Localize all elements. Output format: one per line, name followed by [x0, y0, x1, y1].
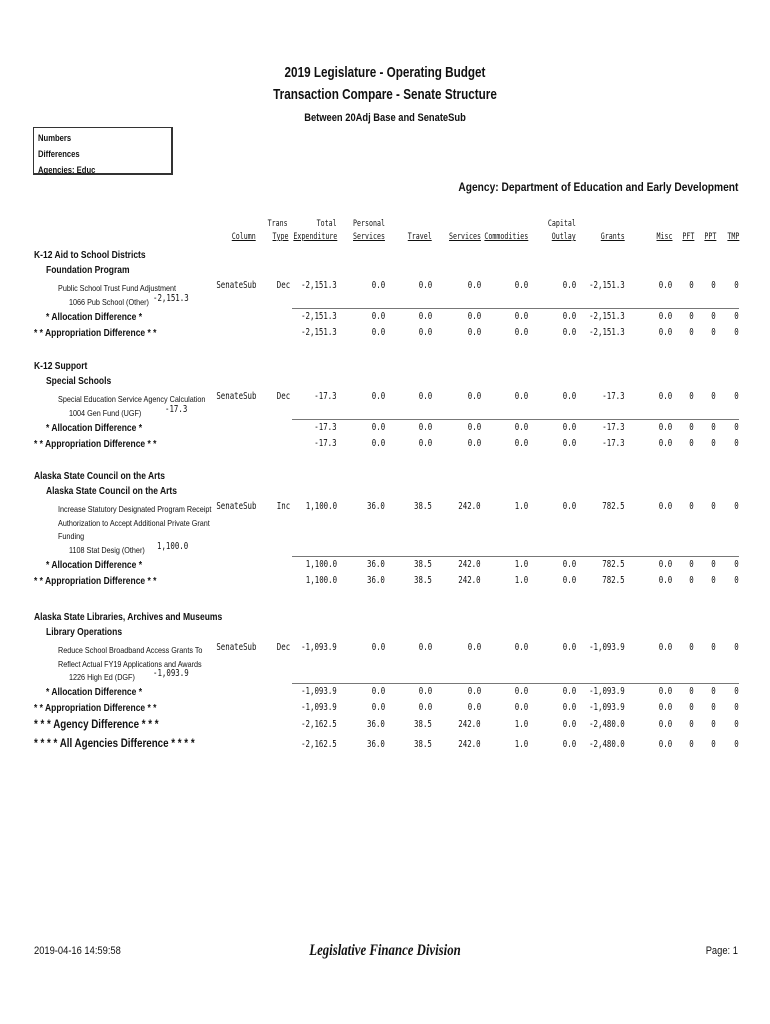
appropriation-difference-label: * * Appropriation Difference * * — [34, 575, 157, 587]
footer-timestamp: 2019-04-16 14:59:58 — [34, 945, 121, 957]
transaction-description: Special Education Service Agency Calculation — [58, 394, 206, 404]
all-agencies-difference-commodities-value: 1.0 — [514, 739, 528, 750]
transaction-row-personal-value: 36.0 — [367, 501, 385, 512]
fund-source-amount: -1,093.9 — [153, 668, 189, 679]
allocation-difference-grants-value: -17.3 — [602, 421, 625, 433]
allocation-difference-personal-value: 36.0 — [367, 558, 385, 570]
allocation-difference-travel-value: 38.5 — [414, 558, 432, 570]
col-header-pft: PFT — [682, 232, 694, 242]
appropriation-difference-misc-value: 0.0 — [658, 326, 672, 338]
transaction-row-misc-value: 0.0 — [658, 391, 672, 402]
appropriation-difference-grants-value: -2,151.3 — [589, 326, 625, 338]
transaction-row-tmp-value: 0 — [734, 391, 739, 402]
transaction-row-grants-value: -1,093.9 — [589, 642, 625, 653]
allocation-difference-ppt-value: 0 — [711, 421, 716, 433]
agency-difference-ppt-value: 0 — [711, 719, 716, 730]
allocation-difference-services-value: 0.0 — [467, 686, 481, 697]
info-box-line: Differences — [38, 149, 80, 159]
allocation-difference-total-value: -2,151.3 — [301, 310, 337, 322]
component-heading: Foundation Program — [46, 265, 130, 276]
appropriation-difference-services-value: 0.0 — [467, 326, 481, 338]
appropriation-difference-ppt-value: 0 — [711, 574, 716, 586]
allocation-difference-personal-value: 0.0 — [371, 686, 385, 697]
appropriation-difference-personal-value: 0.0 — [371, 326, 385, 338]
appropriation-difference-grants-value: -17.3 — [602, 437, 625, 449]
fund-source-amount: -17.3 — [165, 403, 188, 415]
col-header-outlay: Outlay — [552, 232, 576, 242]
transaction-row-ppt-value: 0 — [711, 642, 716, 653]
transaction-row-tmp-value: 0 — [734, 642, 739, 653]
appropriation-difference-travel-value: 0.0 — [418, 326, 432, 338]
transaction-row-ppt-value: 0 — [711, 391, 716, 402]
agency-difference-personal-value: 36.0 — [367, 719, 385, 730]
appropriation-difference-ppt-value: 0 — [711, 326, 716, 338]
appropriation-difference-personal-value: 0.0 — [371, 702, 385, 713]
col-header-tmp: TMP — [727, 232, 739, 242]
transaction-description: Reduce School Broadband Access Grants To — [58, 645, 203, 655]
appropriation-difference-pft-value: 0 — [689, 574, 694, 586]
all-agencies-difference-pft-value: 0 — [689, 739, 694, 750]
appropriation-difference-misc-value: 0.0 — [658, 702, 672, 713]
allocation-difference-tmp-value: 0 — [734, 558, 739, 570]
row-trans-type-value: Inc — [276, 501, 290, 512]
allocation-difference-tmp-value: 0 — [734, 421, 739, 433]
appropriation-difference-services-value: 242.0 — [458, 574, 481, 586]
transaction-row-services-value: 0.0 — [467, 642, 481, 653]
allocation-difference-pft-value: 0 — [689, 310, 694, 322]
appropriation-difference-ppt-value: 0 — [711, 437, 716, 449]
transaction-description: Increase Statutory Designated Program Receipt — [58, 504, 212, 514]
allocation-difference-label: * Allocation Difference * — [46, 687, 143, 698]
appropriation-difference-tmp-value: 0 — [734, 574, 739, 586]
col-header-services-personal: Services — [353, 232, 385, 242]
appropriation-difference-services-value: 0.0 — [467, 437, 481, 449]
fund-source-amount: 1,100.0 — [157, 540, 189, 552]
transaction-row-total-value: -17.3 — [314, 391, 337, 402]
transaction-row-travel-value: 0.0 — [418, 391, 432, 402]
agency-difference-tmp-value: 0 — [734, 719, 739, 730]
allocation-difference-travel-value: 0.0 — [418, 686, 432, 697]
row-trans-type-value: Dec — [276, 642, 290, 653]
report-subtitle: Between 20Adj Base and SenateSub — [304, 112, 466, 124]
component-heading: Special Schools — [46, 376, 112, 387]
allocation-difference-ppt-value: 0 — [711, 686, 716, 697]
col-header-misc: Misc — [656, 232, 672, 242]
appropriation-difference-pft-value: 0 — [689, 326, 694, 338]
allocation-difference-travel-value: 0.0 — [418, 310, 432, 322]
allocation-difference-personal-value: 0.0 — [371, 421, 385, 433]
appropriation-difference-commodities-value: 0.0 — [514, 326, 528, 338]
info-box-line: Agencies: Educ — [38, 165, 96, 175]
appropriation-difference-grants-value: -1,093.9 — [589, 702, 625, 713]
transaction-row-services-value: 0.0 — [467, 391, 481, 402]
appropriation-difference-personal-value: 36.0 — [367, 574, 385, 586]
allocation-difference-services-value: 242.0 — [458, 558, 481, 570]
allocation-difference-personal-value: 0.0 — [371, 310, 385, 322]
all-agencies-difference-total-value: -2,162.5 — [301, 739, 337, 750]
allocation-difference-misc-value: 0.0 — [658, 310, 672, 322]
allocation-difference-total-value: -17.3 — [314, 421, 337, 433]
appropriation-difference-services-value: 0.0 — [467, 702, 481, 713]
subtotal-rule — [292, 556, 739, 557]
transaction-row-pft-value: 0 — [689, 391, 694, 402]
transaction-row-capital-value: 0.0 — [562, 280, 576, 291]
report-title-line2: Transaction Compare - Senate Structure — [273, 86, 497, 103]
allocation-difference-misc-value: 0.0 — [658, 558, 672, 570]
allocation-difference-commodities-value: 0.0 — [514, 310, 528, 322]
agency-difference-total-value: -2,162.5 — [301, 719, 337, 730]
appropriation-difference-commodities-value: 1.0 — [514, 574, 528, 586]
allocation-difference-misc-value: 0.0 — [658, 686, 672, 697]
allocation-group-heading: Alaska State Libraries, Archives and Museums — [34, 612, 223, 623]
report-title-line1: 2019 Legislature - Operating Budget — [284, 64, 486, 81]
allocation-difference-total-value: 1,100.0 — [305, 558, 337, 570]
row-trans-type-value: Dec — [276, 280, 290, 291]
appropriation-difference-grants-value: 782.5 — [602, 574, 625, 586]
col-header-services: Services — [449, 232, 481, 242]
transaction-description: Reflect Actual FY19 Applications and Awards — [58, 658, 202, 669]
transaction-row-grants-value: 782.5 — [602, 501, 625, 512]
transaction-row-travel-value: 38.5 — [414, 501, 432, 512]
appropriation-difference-personal-value: 0.0 — [371, 437, 385, 449]
agency-difference-label: * * * Agency Difference * * * — [34, 719, 159, 731]
component-heading: Library Operations — [46, 627, 123, 638]
col-header-travel: Travel — [408, 232, 432, 242]
info-box — [33, 127, 173, 175]
all-agencies-difference-capital-value: 0.0 — [562, 739, 576, 750]
transaction-row-capital-value: 0.0 — [562, 642, 576, 653]
fund-source-label: 1108 Stat Desig (Other) — [69, 544, 145, 555]
row-trans-type-value: Dec — [276, 391, 290, 402]
allocation-difference-label: * Allocation Difference * — [46, 311, 143, 323]
fund-source-label: 1066 Pub School (Other) — [69, 296, 149, 307]
col-header-expenditure: Expenditure — [293, 232, 337, 242]
all-agencies-difference-services-value: 242.0 — [458, 739, 481, 750]
allocation-group-heading: Alaska State Council on the Arts — [34, 471, 165, 482]
allocation-difference-grants-value: -2,151.3 — [589, 310, 625, 322]
fund-source-label: 1004 Gen Fund (UGF) — [69, 407, 142, 418]
allocation-difference-commodities-value: 0.0 — [514, 686, 528, 697]
transaction-row-commodities-value: 0.0 — [514, 391, 528, 402]
col-header-commodities: Commodities — [484, 232, 528, 242]
footer-division: Legislative Finance Division — [309, 942, 461, 959]
allocation-difference-capital-value: 0.0 — [562, 310, 576, 322]
transaction-row-commodities-value: 0.0 — [514, 280, 528, 291]
appropriation-difference-capital-value: 0.0 — [562, 574, 576, 586]
transaction-row-grants-value: -17.3 — [602, 391, 625, 402]
subtotal-rule — [292, 419, 739, 420]
info-box-line: Numbers — [38, 133, 72, 143]
appropriation-difference-capital-value: 0.0 — [562, 702, 576, 713]
agency-difference-capital-value: 0.0 — [562, 719, 576, 730]
allocation-difference-services-value: 0.0 — [467, 310, 481, 322]
col-header-column: Column — [232, 232, 256, 242]
transaction-row-pft-value: 0 — [689, 501, 694, 512]
transaction-row-commodities-value: 0.0 — [514, 642, 528, 653]
col-header-type: Type — [272, 232, 288, 242]
transaction-row-capital-value: 0.0 — [562, 501, 576, 512]
all-agencies-difference-ppt-value: 0 — [711, 739, 716, 750]
transaction-row-grants-value: -2,151.3 — [589, 280, 625, 291]
transaction-row-personal-value: 0.0 — [371, 642, 385, 653]
appropriation-difference-tmp-value: 0 — [734, 326, 739, 338]
transaction-row-services-value: 242.0 — [458, 501, 481, 512]
agency-difference-misc-value: 0.0 — [658, 719, 672, 730]
appropriation-difference-label: * * Appropriation Difference * * — [34, 327, 157, 339]
appropriation-difference-tmp-value: 0 — [734, 437, 739, 449]
appropriation-difference-travel-value: 38.5 — [414, 574, 432, 586]
allocation-difference-tmp-value: 0 — [734, 686, 739, 697]
appropriation-difference-label: * * Appropriation Difference * * — [34, 438, 157, 450]
transaction-row-personal-value: 0.0 — [371, 280, 385, 291]
transaction-row-travel-value: 0.0 — [418, 280, 432, 291]
all-agencies-difference-grants-value: -2,480.0 — [589, 739, 625, 750]
allocation-difference-misc-value: 0.0 — [658, 421, 672, 433]
appropriation-difference-commodities-value: 0.0 — [514, 437, 528, 449]
col-header-grants: Grants — [601, 232, 625, 242]
appropriation-difference-pft-value: 0 — [689, 437, 694, 449]
row-column-value: SenateSub — [215, 391, 256, 402]
allocation-difference-total-value: -1,093.9 — [301, 686, 337, 697]
col-header-total: Total — [317, 219, 337, 229]
allocation-difference-pft-value: 0 — [689, 686, 694, 697]
allocation-difference-pft-value: 0 — [689, 558, 694, 570]
allocation-difference-pft-value: 0 — [689, 421, 694, 433]
col-header-capital: Capital — [548, 219, 576, 229]
allocation-difference-ppt-value: 0 — [711, 558, 716, 570]
all-agencies-difference-travel-value: 38.5 — [414, 739, 432, 750]
allocation-difference-label: * Allocation Difference * — [46, 422, 143, 434]
fund-source-amount: -2,151.3 — [153, 292, 189, 304]
transaction-row-tmp-value: 0 — [734, 280, 739, 291]
allocation-group-heading: K-12 Aid to School Districts — [34, 250, 146, 261]
appropriation-difference-capital-value: 0.0 — [562, 326, 576, 338]
all-agencies-difference-label: * * * * All Agencies Difference * * * * — [34, 738, 195, 750]
appropriation-difference-capital-value: 0.0 — [562, 437, 576, 449]
transaction-row-pft-value: 0 — [689, 642, 694, 653]
allocation-difference-capital-value: 0.0 — [562, 421, 576, 433]
appropriation-difference-total-value: 1,100.0 — [305, 574, 337, 586]
transaction-row-services-value: 0.0 — [467, 280, 481, 291]
agency-difference-travel-value: 38.5 — [414, 719, 432, 730]
transaction-row-commodities-value: 1.0 — [514, 501, 528, 512]
all-agencies-difference-misc-value: 0.0 — [658, 739, 672, 750]
appropriation-difference-total-value: -17.3 — [314, 437, 337, 449]
allocation-difference-ppt-value: 0 — [711, 310, 716, 322]
transaction-description: Authorization to Accept Additional Private Grant — [58, 517, 210, 528]
transaction-row-pft-value: 0 — [689, 280, 694, 291]
transaction-row-total-value: 1,100.0 — [305, 501, 337, 512]
transaction-row-capital-value: 0.0 — [562, 391, 576, 402]
all-agencies-difference-personal-value: 36.0 — [367, 739, 385, 750]
transaction-row-ppt-value: 0 — [711, 501, 716, 512]
allocation-difference-capital-value: 0.0 — [562, 558, 576, 570]
appropriation-difference-travel-value: 0.0 — [418, 437, 432, 449]
subtotal-rule — [292, 308, 739, 309]
appropriation-difference-travel-value: 0.0 — [418, 702, 432, 713]
appropriation-difference-total-value: -1,093.9 — [301, 702, 337, 713]
transaction-row-personal-value: 0.0 — [371, 391, 385, 402]
transaction-row-misc-value: 0.0 — [658, 642, 672, 653]
allocation-difference-label: * Allocation Difference * — [46, 559, 143, 571]
col-header-trans: Trans — [268, 219, 288, 229]
appropriation-difference-pft-value: 0 — [689, 702, 694, 713]
agency-difference-grants-value: -2,480.0 — [589, 719, 625, 730]
allocation-difference-services-value: 0.0 — [467, 421, 481, 433]
agency-difference-pft-value: 0 — [689, 719, 694, 730]
col-header-ppt: PPT — [704, 232, 716, 242]
allocation-difference-commodities-value: 0.0 — [514, 421, 528, 433]
subtotal-rule — [292, 683, 739, 684]
col-header-personal: Personal — [353, 219, 385, 229]
appropriation-difference-total-value: -2,151.3 — [301, 326, 337, 338]
appropriation-difference-commodities-value: 0.0 — [514, 702, 528, 713]
appropriation-difference-misc-value: 0.0 — [658, 437, 672, 449]
allocation-difference-tmp-value: 0 — [734, 310, 739, 322]
row-column-value: SenateSub — [215, 642, 256, 653]
allocation-difference-travel-value: 0.0 — [418, 421, 432, 433]
agency-title: Agency: Department of Education and Early Development — [458, 180, 738, 194]
row-column-value: SenateSub — [215, 280, 256, 291]
appropriation-difference-misc-value: 0.0 — [658, 574, 672, 586]
transaction-description: Funding — [58, 531, 85, 541]
all-agencies-difference-tmp-value: 0 — [734, 739, 739, 750]
appropriation-difference-label: * * Appropriation Difference * * — [34, 703, 157, 714]
transaction-row-tmp-value: 0 — [734, 501, 739, 512]
transaction-row-travel-value: 0.0 — [418, 642, 432, 653]
transaction-row-total-value: -1,093.9 — [301, 642, 337, 653]
allocation-group-heading: K-12 Support — [34, 361, 88, 372]
appropriation-difference-ppt-value: 0 — [711, 702, 716, 713]
allocation-difference-grants-value: 782.5 — [602, 558, 625, 570]
transaction-row-total-value: -2,151.3 — [301, 280, 337, 291]
allocation-difference-capital-value: 0.0 — [562, 686, 576, 697]
row-column-value: SenateSub — [215, 501, 256, 512]
component-heading: Alaska State Council on the Arts — [46, 486, 177, 497]
allocation-difference-grants-value: -1,093.9 — [589, 686, 625, 697]
agency-difference-commodities-value: 1.0 — [514, 719, 528, 730]
transaction-description: Public School Trust Fund Adjustment — [58, 283, 177, 293]
transaction-row-misc-value: 0.0 — [658, 501, 672, 512]
appropriation-difference-tmp-value: 0 — [734, 702, 739, 713]
footer-page-number: Page: 1 — [705, 945, 738, 957]
agency-difference-services-value: 242.0 — [458, 719, 481, 730]
transaction-row-ppt-value: 0 — [711, 280, 716, 291]
transaction-row-misc-value: 0.0 — [658, 280, 672, 291]
allocation-difference-commodities-value: 1.0 — [514, 558, 528, 570]
fund-source-label: 1226 High Ed (DGF) — [69, 672, 135, 682]
